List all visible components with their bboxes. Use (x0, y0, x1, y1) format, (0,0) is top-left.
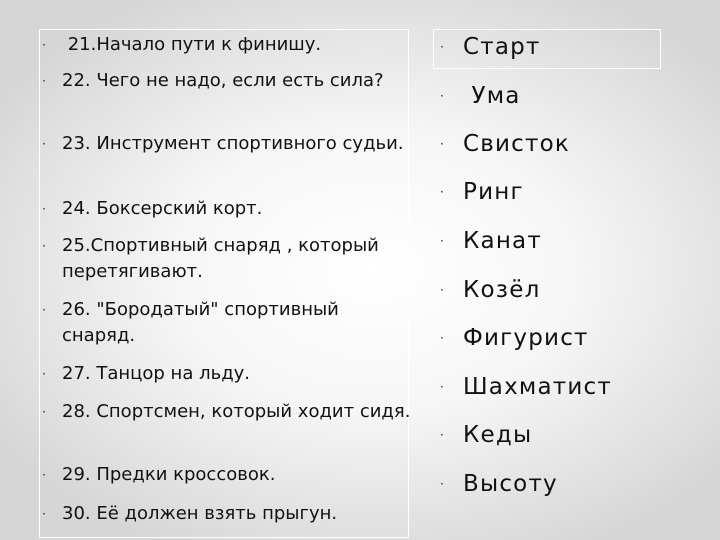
answer-item: Свисток (463, 131, 570, 157)
bullet-icon: · (42, 137, 46, 151)
answer-item: Канат (463, 228, 542, 254)
bullet-icon: · (440, 234, 444, 248)
question-item: 28. Спортсмен, который ходит сидя. (62, 401, 411, 422)
bullet-icon: · (440, 40, 444, 54)
question-item: 22. Чего не надо, если есть сила? (62, 70, 384, 91)
question-item: 30. Её должен взять прыгун. (62, 503, 338, 524)
bullet-icon: · (42, 507, 46, 521)
question-item: 29. Предки кроссовок. (62, 464, 276, 485)
bullet-icon: · (440, 331, 444, 345)
question-item: 24. Боксерский корт. (62, 198, 263, 219)
answer-item: Ринг (463, 179, 524, 205)
answer-item: Высоту (463, 471, 558, 497)
question-item: 25.Спортивный снаряд , который перетягивают. (62, 235, 391, 282)
question-item: 26. "Бородатый" спортивный снаряд. (62, 299, 345, 346)
answer-item: Ума (463, 83, 521, 109)
question-item: 21.Начало пути к финишу. (62, 34, 322, 55)
bullet-icon: · (440, 89, 444, 103)
answer-item: Шахматист (463, 374, 612, 400)
question-item: 27. Танцор на льду. (62, 363, 251, 384)
question-item: 23. Инструмент спортивного судьи. (62, 133, 404, 154)
bullet-icon: · (440, 137, 444, 151)
answer-item: Кеды (463, 422, 533, 448)
bullet-icon: · (440, 380, 444, 394)
bullet-icon: · (440, 477, 444, 491)
bullet-icon: · (440, 283, 444, 297)
bullet-icon: · (42, 38, 46, 52)
bullet-icon: · (42, 239, 46, 253)
bullet-icon: · (42, 468, 46, 482)
bullet-icon: · (42, 405, 46, 419)
bullet-icon: · (42, 202, 46, 216)
answer-item: Козёл (463, 277, 541, 303)
bullet-icon: · (42, 74, 46, 88)
answer-item: Фигурист (463, 325, 589, 351)
bullet-icon: · (42, 303, 46, 317)
bullet-icon: · (42, 367, 46, 381)
answer-item: Старт (463, 34, 541, 60)
bullet-icon: · (440, 428, 444, 442)
bullet-icon: · (440, 185, 444, 199)
